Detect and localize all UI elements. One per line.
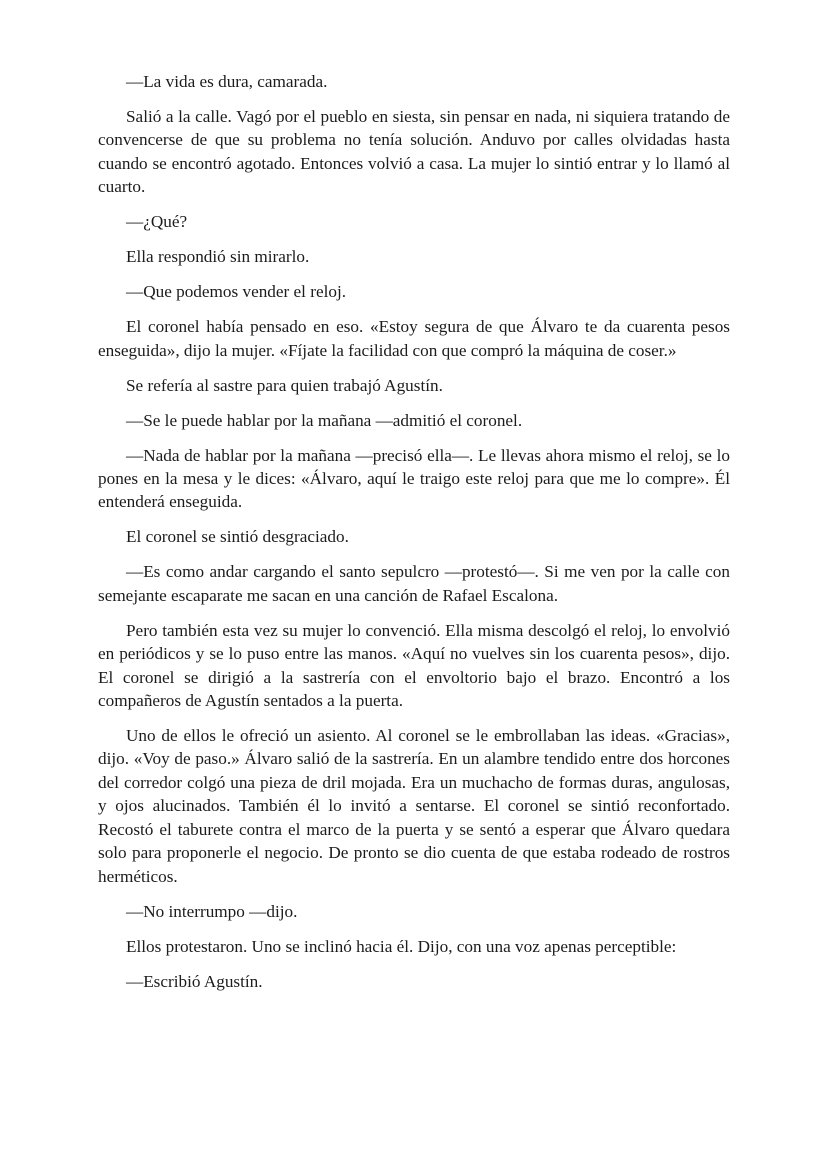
paragraph: —No interrumpo —dijo. (126, 901, 298, 921)
paragraph: Se refería al sastre para quien trabajó Agustín. (126, 375, 443, 395)
paragraph: Ella respondió sin mirarlo. (126, 247, 310, 267)
paragraph: Salió a la calle. Vagó por el pueblo en siesta, sin pensar en nada, ni siquiera tratando de convencerse de que su problema no tenía solución. Anduvo por calles olvidadas hasta cuando se encontró agotado. Entonces volvió a casa. La mujer lo sintió entrar y lo llamó al cuarto. (98, 107, 730, 197)
book-page (98, 70, 730, 1005)
paragraph: Uno de ellos le ofreció un asiento. Al coronel se le embrollaban las ideas. «Gracias», dijo. «Voy de paso.» Álvaro salió de la sastrería. En un alambre tendido entre dos horcones del corredor colgó una pieza de dril mojada. Era un muchacho de formas duras, angulosas, y ojos alucinados. También él lo invitó a sentarse. El coronel se sintió reconfortado. Recostó el taburete contra el marco de la puerta y se sentó a esperar que Álvaro quedara solo para proponerle el negocio. De pronto se dio cuenta de que estaba rodeado de rostros herméticos. (98, 726, 730, 886)
paragraph: —Se le puede hablar por la mañana —admitió el coronel. (126, 410, 523, 430)
paragraph: —Nada de hablar por la mañana —precisó ella—. Le llevas ahora mismo el reloj, se lo pones en la mesa y le dices: «Álvaro, aquí le traigo este reloj para que me lo compre». Él entenderá enseguida. (98, 445, 730, 512)
paragraph: Ellos protestaron. Uno se inclinó hacia él. Dijo, con una voz apenas perceptible: (126, 936, 677, 956)
paragraph: —Que podemos vender el reloj. (126, 282, 347, 302)
paragraph: —La vida es dura, camarada. (126, 72, 328, 91)
paragraph: El coronel se sintió desgraciado. (126, 527, 349, 547)
paragraph: Pero también esta vez su mujer lo convenció. Ella misma descolgó el reloj, lo envolvió en periódicos y se lo puso entre las manos. «Aquí no vuelves sin los cuarenta pesos», dijo. El coronel se dirigió a la sastrería con el envoltorio bajo el brazo. Encontró a los compañeros de Agustín sentados a la puerta. (98, 620, 730, 711)
paragraph: —Es como andar cargando el santo sepulcro —protestó—. Si me ven por la calle con semejante escaparate me sacan en una canción de Rafael Escalona. (98, 562, 730, 605)
paragraph: El coronel había pensado en eso. «Estoy segura de que Álvaro te da cuarenta pesos enseguida», dijo la mujer. «Fíjate la facilidad con que compró la máquina de coser.» (98, 317, 730, 360)
paragraph: —Escribió Agustín. (126, 971, 263, 991)
paragraph: —¿Qué? (126, 212, 188, 232)
